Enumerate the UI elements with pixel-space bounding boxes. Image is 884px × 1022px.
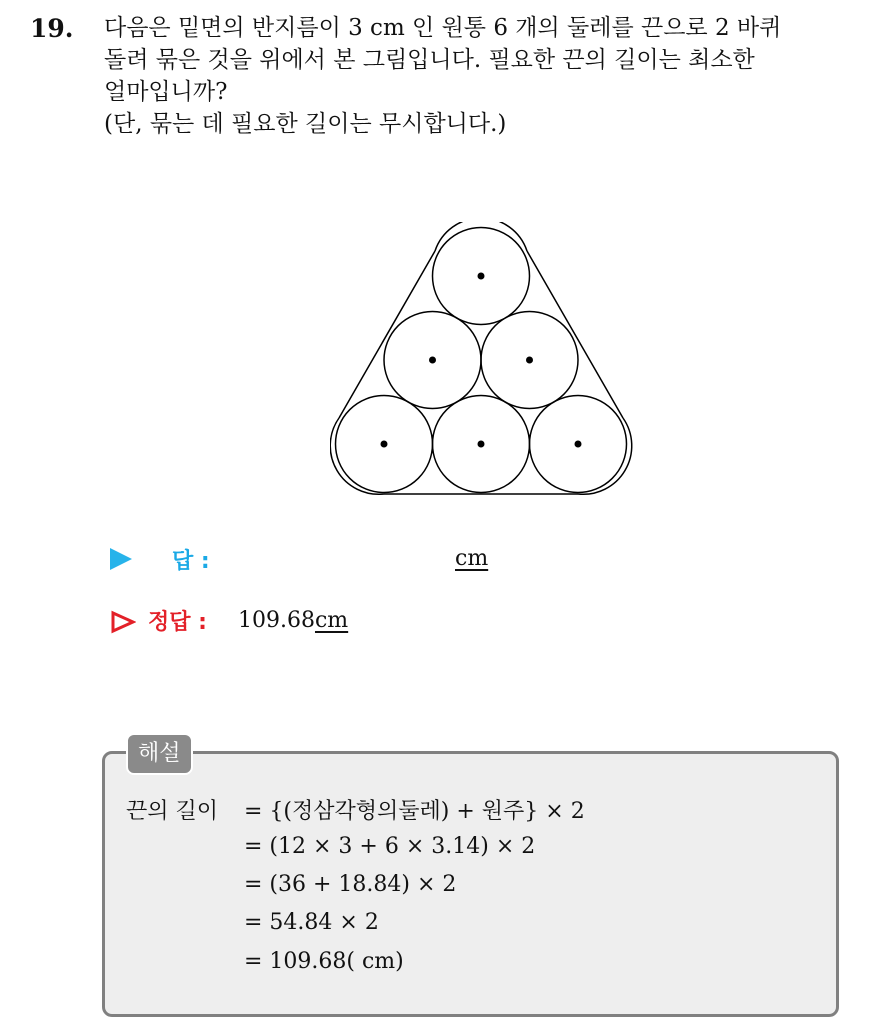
explanation-line: = (12 × 3 + 6 × 3.14) × 2 — [244, 834, 536, 859]
answer-row — [110, 542, 530, 578]
question-line: 얼마입니까? — [104, 79, 228, 105]
center-dot — [575, 441, 582, 448]
explanation-title: 해설 — [126, 733, 193, 775]
explanation-line: = 54.84 × 2 — [244, 910, 379, 935]
correct-answer-value: 109.68 — [238, 608, 315, 633]
answer-unit: cm — [455, 546, 489, 571]
center-dot — [429, 357, 436, 364]
correct-answer-label: 정답 : — [148, 610, 207, 635]
center-dot — [478, 441, 485, 448]
explanation-lhs: 끈의 길이 — [126, 799, 219, 824]
explanation-box — [102, 751, 839, 1017]
question-number: 19. — [30, 14, 74, 43]
center-dot — [526, 357, 533, 364]
explanation-line: = 109.68( cm) — [244, 949, 404, 974]
question-line: 다음은 밑면의 반지름이 3 cm 인 원통 6 개의 둘레를 끈으로 2 바퀴 — [104, 15, 782, 41]
correct-answer-row — [110, 604, 530, 640]
center-dot — [478, 273, 485, 280]
play-outline-icon — [110, 610, 136, 634]
play-icon — [110, 548, 132, 570]
correct-answer-unit: cm — [314, 608, 349, 633]
center-dot — [381, 441, 388, 448]
band-left — [339, 251, 435, 418]
question-condition: (단, 묶는 데 필요한 길이는 무시합니다.) — [104, 111, 507, 137]
question-line: 돌려 묶은 것을 위에서 본 그림입니다. 필요한 끈의 길이는 최소한 — [104, 47, 755, 73]
explanation-line: = (36 + 18.84) × 2 — [244, 872, 457, 897]
answer-label: 답 : — [172, 549, 210, 574]
band-corner-top — [435, 222, 527, 251]
cylinders-figure — [330, 222, 634, 500]
band-right — [527, 251, 623, 418]
correct-answer — [238, 608, 348, 633]
explanation-line: = {(정삼각형의둘레) + 원주} × 2 — [244, 799, 585, 824]
question-text — [104, 12, 864, 140]
